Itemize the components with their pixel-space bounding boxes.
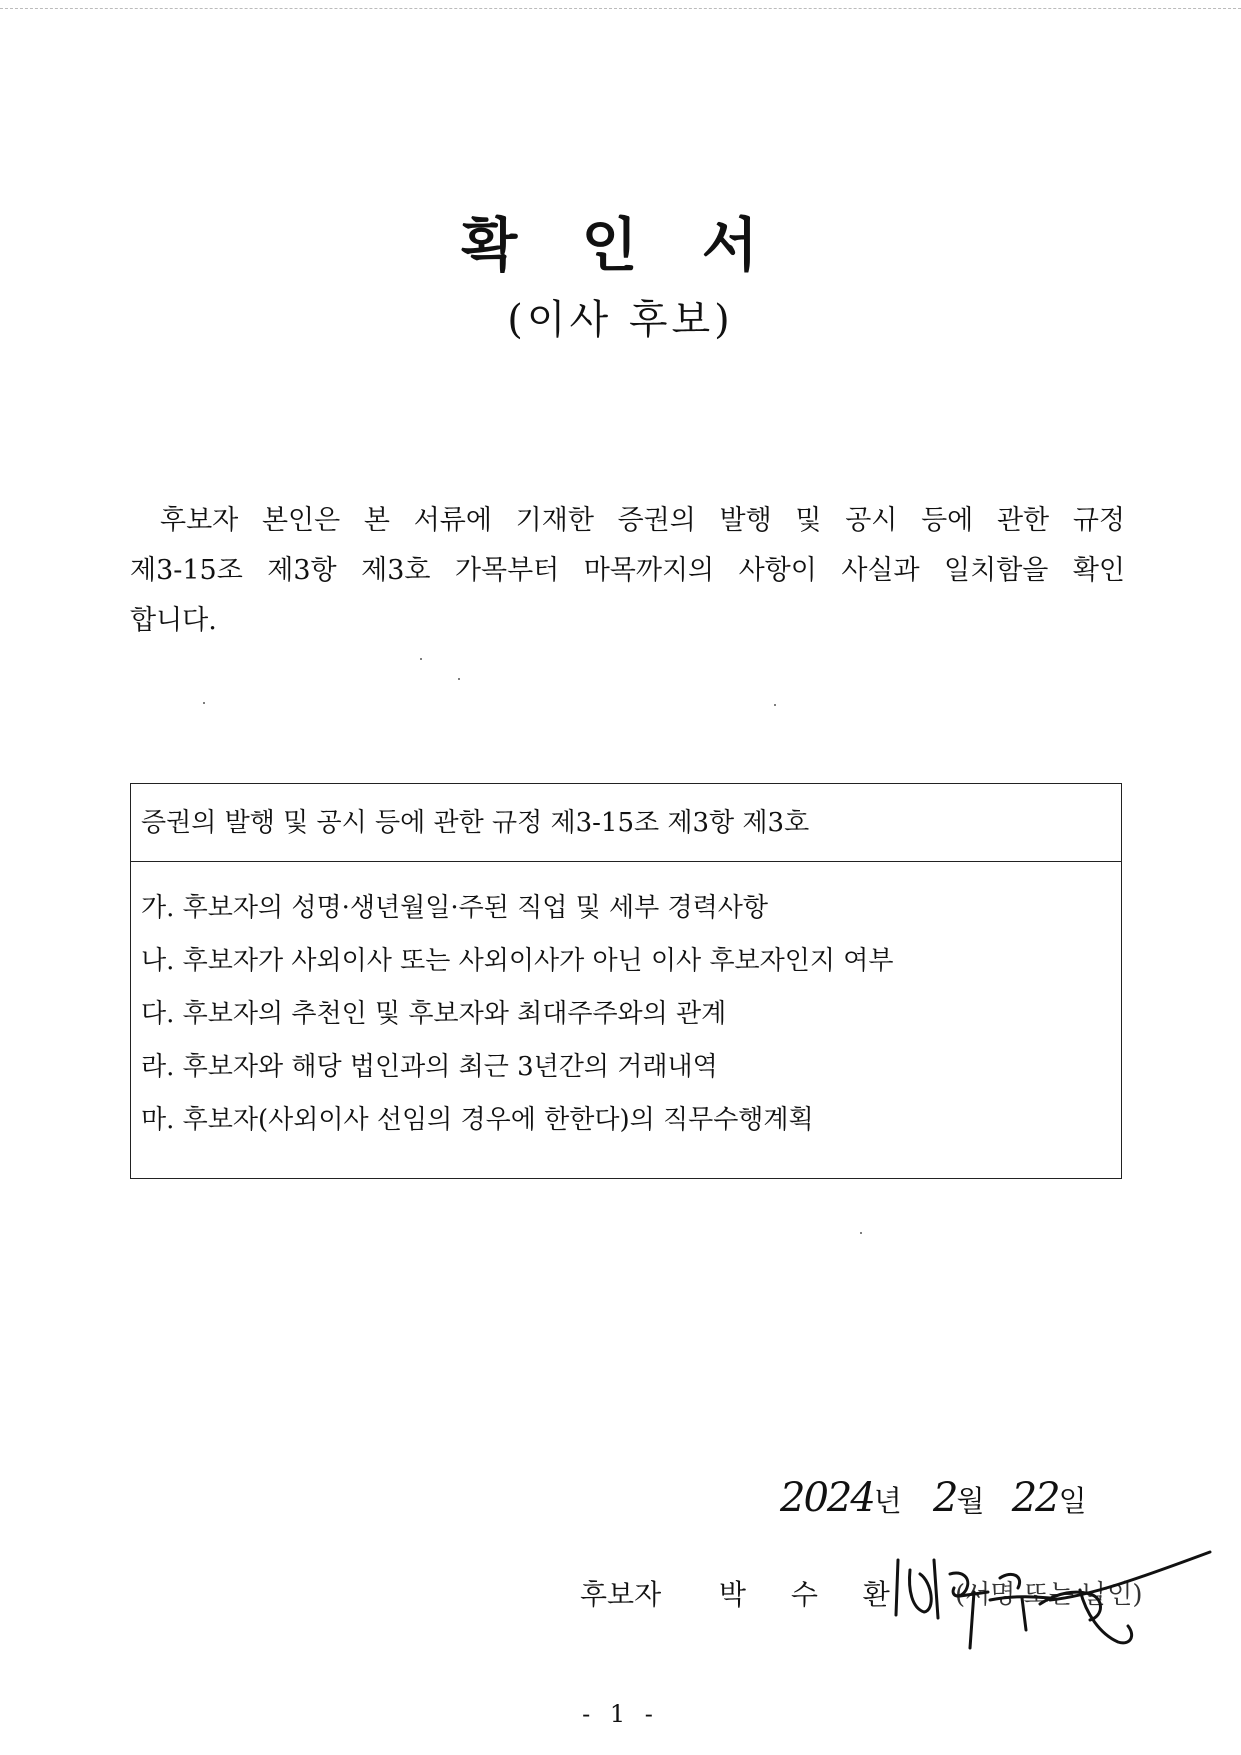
signing-date (780, 1475, 1130, 1535)
scan-speck (458, 678, 460, 680)
list-item: 다. 후보자의 추천인 및 후보자와 최대주주와의 관계 (141, 999, 727, 1029)
seal-note: (서명 또는 날인) (955, 1580, 1143, 1610)
date-month-unit: 월 (956, 1484, 985, 1518)
list-item: 라. 후보자와 해당 법인과의 최근 3년간의 거래내역 (141, 1052, 718, 1082)
paragraph-line: 제3-15조 제3항 제3호 가목부터 마목까지의 사항이 사실과 일치함을 확인 (130, 555, 1125, 586)
list-item: 마. 후보자(사외이사 선임의 경우에 한한다)의 직무수행계획 (141, 1105, 814, 1135)
scan-edge (0, 8, 1241, 9)
list-item: 나. 후보자가 사외이사 또는 사외이사가 아닌 이사 후보자인지 여부 (141, 946, 894, 976)
handwritten-signature (890, 1530, 1220, 1680)
scan-speck (860, 1232, 862, 1234)
date-year: 2024 (780, 1475, 874, 1521)
signer-name: 박 수 환 (718, 1578, 908, 1611)
scan-speck (774, 704, 776, 706)
document-title: 확 인 서 (461, 211, 780, 279)
signer-role: 후보자 (580, 1578, 662, 1611)
document-subtitle: (이사 후보) (507, 297, 734, 343)
signer-line (580, 1570, 908, 1620)
list-item: 가. 후보자의 성명·생년월일·주된 직업 및 세부 경력사항 (141, 893, 768, 923)
scan-speck (203, 702, 205, 704)
date-day-unit: 일 (1058, 1484, 1087, 1518)
regulation-items (131, 862, 1121, 1147)
date-month: 2 (933, 1475, 957, 1521)
date-day: 22 (1011, 1475, 1059, 1521)
paragraph-line: 후보자 본인은 본 서류에 기재한 증권의 발행 및 공시 등에 관한 규정 (160, 505, 1125, 536)
regulation-box (130, 783, 1122, 1179)
scan-speck (420, 658, 422, 660)
date-year-unit: 년 (873, 1484, 902, 1518)
page-number: - 1 - (582, 1700, 659, 1728)
paragraph-line: 합니다. (130, 605, 217, 636)
regulation-heading: 증권의 발행 및 공시 등에 관한 규정 제3-15조 제3항 제3호 (131, 784, 1121, 862)
confirmation-paragraph (130, 496, 1125, 646)
